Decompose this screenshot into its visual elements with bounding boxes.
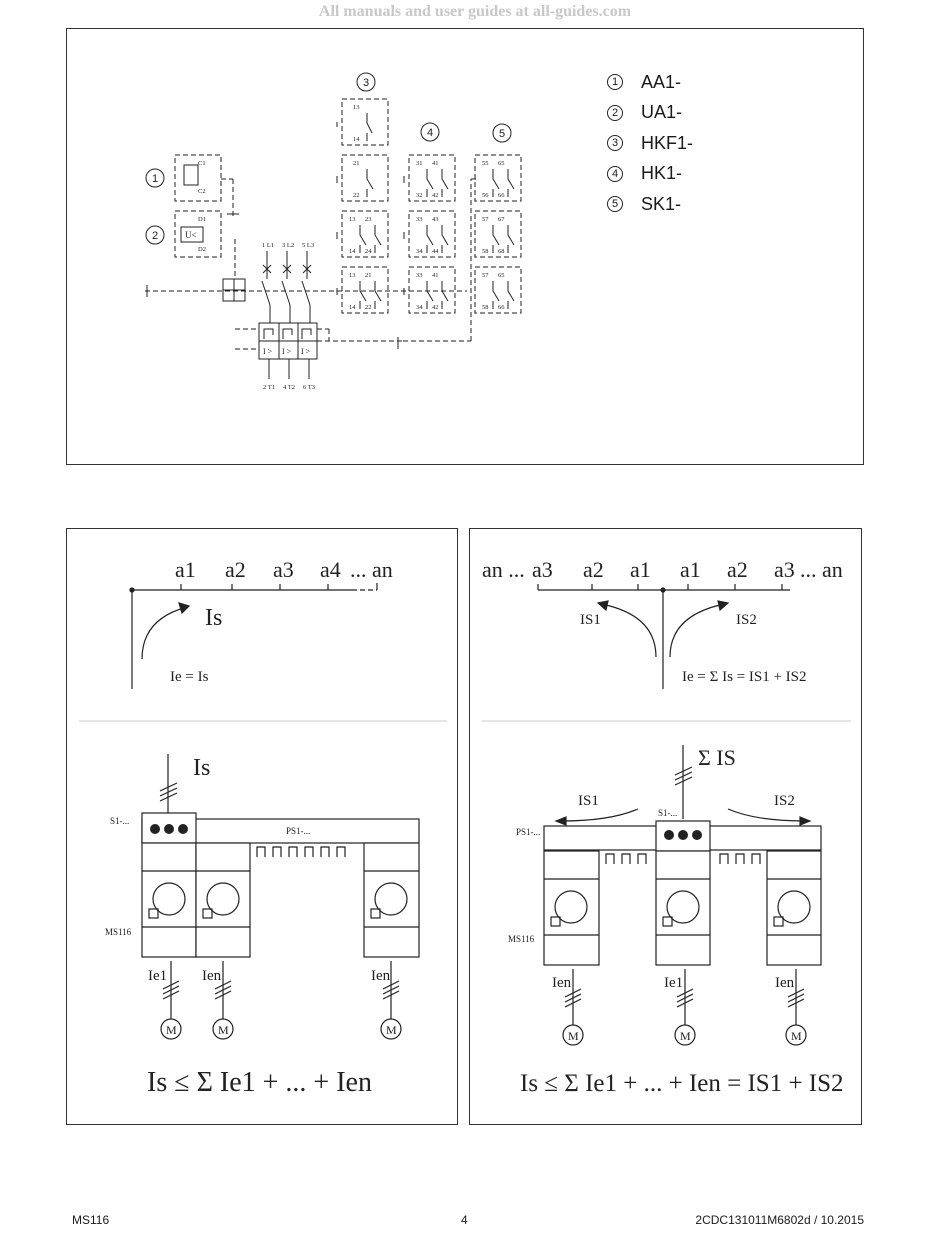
axis-label: a3 <box>532 557 553 582</box>
motor-label: M <box>218 1023 229 1037</box>
contact-number: 21 <box>353 160 360 167</box>
axis-label: ... an <box>350 557 393 582</box>
flow-arrow <box>562 809 638 821</box>
contact-number: 43 <box>432 216 439 223</box>
branch-current-label: Ien <box>202 968 222 984</box>
ps1-label: PS1-... <box>516 827 541 837</box>
current-arrow <box>670 605 720 657</box>
motor-label: M <box>568 1029 579 1043</box>
axis-label: a1 <box>680 557 701 582</box>
axis-label: a2 <box>583 557 604 582</box>
branch-current-label: Ien <box>371 968 391 984</box>
coil-terminal-label: C2 <box>198 188 206 195</box>
callout-number: 5 <box>498 128 506 140</box>
page-number: 4 <box>461 1213 468 1227</box>
ms116-label: MS116 <box>508 934 535 944</box>
contact-number: 57 <box>482 216 489 223</box>
legend-number: 5 <box>607 196 623 212</box>
sum-equation: Is ≤ Σ Ie1 + ... + Ien <box>147 1067 372 1098</box>
coil-terminal-label: C1 <box>198 160 206 167</box>
callout-number: 2 <box>151 230 159 242</box>
contact-number: 44 <box>432 248 439 255</box>
current-label: IS1 <box>580 612 601 628</box>
branch-current-label: Ien <box>775 975 795 991</box>
legend-number: 3 <box>607 135 623 151</box>
trip-symbol: I > <box>263 347 273 356</box>
contact-number: 24 <box>365 248 372 255</box>
ms116-label: MS116 <box>105 927 132 937</box>
current-arrow <box>606 605 656 657</box>
callout-number: 4 <box>426 127 434 139</box>
ms116-breaker <box>656 851 710 965</box>
contact-number: 21 <box>365 272 372 279</box>
coil-terminal-label: D2 <box>198 246 206 253</box>
axis-label: a1 <box>630 557 651 582</box>
ms116-breaker <box>364 843 419 957</box>
legend-number: 4 <box>607 166 623 182</box>
terminal-label: 2 T1 <box>263 384 275 391</box>
branch-current-label: Ien <box>552 975 572 991</box>
ms116-breaker <box>767 851 821 965</box>
contact-number: 13 <box>353 104 360 111</box>
legend-label: HKF1- <box>641 132 694 153</box>
footer-product: MS116 <box>72 1213 110 1227</box>
ps1-label: PS1-... <box>286 826 311 836</box>
wiring-schematic <box>67 29 865 466</box>
contact-number: 31 <box>416 160 423 167</box>
legend-label: SK1- <box>641 193 682 214</box>
axis-label: a2 <box>225 557 246 582</box>
current-equation: Ie = Σ Is = IS1 + IS2 <box>682 669 807 685</box>
legend-label: HK1- <box>641 163 683 184</box>
sum-equation: Is ≤ Σ Ie1 + ... + Ien = IS1 + IS2 <box>520 1070 844 1097</box>
contact-number: 22 <box>353 192 360 199</box>
contact-number: 41 <box>432 272 439 279</box>
wiring-diagram-panel <box>66 28 864 465</box>
axis-label: ... an <box>800 557 843 582</box>
contact-number: 66 <box>498 192 505 199</box>
contact-number: 42 <box>432 304 439 311</box>
contact-number: 58 <box>482 248 489 255</box>
current-arrow <box>142 607 187 659</box>
legend-number: 1 <box>607 74 623 90</box>
trip-symbol: I > <box>301 347 311 356</box>
contact-number: 66 <box>498 304 505 311</box>
terminal-label: 5 L3 <box>302 242 315 249</box>
contact-number: 42 <box>432 192 439 199</box>
single-feed-panel <box>66 528 458 1125</box>
legend-number: 2 <box>607 105 623 121</box>
feed-current-label: Σ IS <box>698 745 736 770</box>
axis-label: a3 <box>774 557 795 582</box>
callout-number: 3 <box>362 77 370 89</box>
ms116-breaker <box>196 843 250 957</box>
branch-current-label: Ie1 <box>148 968 168 984</box>
contact-number: 55 <box>482 160 489 167</box>
s1-label: S1-... <box>658 808 678 818</box>
terminal-label: 1 L1 <box>262 242 275 249</box>
watermark: All manuals and user guides at all-guides.com <box>318 3 632 20</box>
callout-number: 1 <box>151 173 159 185</box>
center-feed-panel <box>469 528 862 1125</box>
flow-arrow <box>728 809 804 821</box>
feed-current-label: Is <box>193 755 211 781</box>
contact-number: 23 <box>365 216 372 223</box>
axis-label: a4 <box>320 557 341 582</box>
contact-number: 14 <box>349 248 356 255</box>
s1-label: S1-... <box>110 816 130 826</box>
contact-number: 68 <box>498 248 505 255</box>
contact-number: 33 <box>416 216 423 223</box>
contact-number: 13 <box>349 216 356 223</box>
axis-label: a2 <box>727 557 748 582</box>
motor-label: M <box>791 1029 802 1043</box>
contact-number: 33 <box>416 272 423 279</box>
contact-number: 65 <box>498 160 505 167</box>
coil-terminal-label: D1 <box>198 216 206 223</box>
center-feed-diagram <box>470 529 863 1126</box>
motor-label: M <box>386 1023 397 1037</box>
axis-label: a3 <box>273 557 294 582</box>
motor-label: M <box>166 1023 177 1037</box>
terminal-label: 3 L2 <box>282 242 295 249</box>
terminal-label: 4 T2 <box>283 384 295 391</box>
current-equation: Ie = Is <box>170 669 209 685</box>
contact-number: 13 <box>349 272 356 279</box>
legend-label: UA1- <box>641 102 683 123</box>
terminal-label: 6 T3 <box>303 384 315 391</box>
flow-current-label: IS1 <box>578 793 599 809</box>
contact-number: 22 <box>365 304 372 311</box>
contact-number: 58 <box>482 304 489 311</box>
contact-number: 14 <box>353 136 360 143</box>
ms116-breaker <box>544 851 599 965</box>
contact-number: 34 <box>416 248 423 255</box>
motor-label: M <box>680 1029 691 1043</box>
current-label: Is <box>205 605 223 631</box>
contact-number: 65 <box>498 272 505 279</box>
current-label: IS2 <box>736 612 757 628</box>
trip-symbol: I > <box>282 347 292 356</box>
axis-label: an ... <box>482 557 525 582</box>
single-feed-diagram <box>67 529 459 1126</box>
contact-number: 34 <box>416 304 423 311</box>
branch-current-label: Ie1 <box>664 975 684 991</box>
contact-number: 14 <box>349 304 356 311</box>
contact-number: 32 <box>416 192 423 199</box>
axis-label: a1 <box>175 557 196 582</box>
contact-number: 57 <box>482 272 489 279</box>
legend-label: AA1- <box>641 71 682 92</box>
undervoltage-symbol: U< <box>185 230 197 240</box>
ms116-breaker <box>142 843 196 957</box>
contact-number: 56 <box>482 192 489 199</box>
flow-current-label: IS2 <box>774 793 795 809</box>
contact-number: 67 <box>498 216 505 223</box>
footer-doc-id: 2CDC131011M6802d / 10.2015 <box>695 1213 864 1227</box>
contact-number: 41 <box>432 160 439 167</box>
